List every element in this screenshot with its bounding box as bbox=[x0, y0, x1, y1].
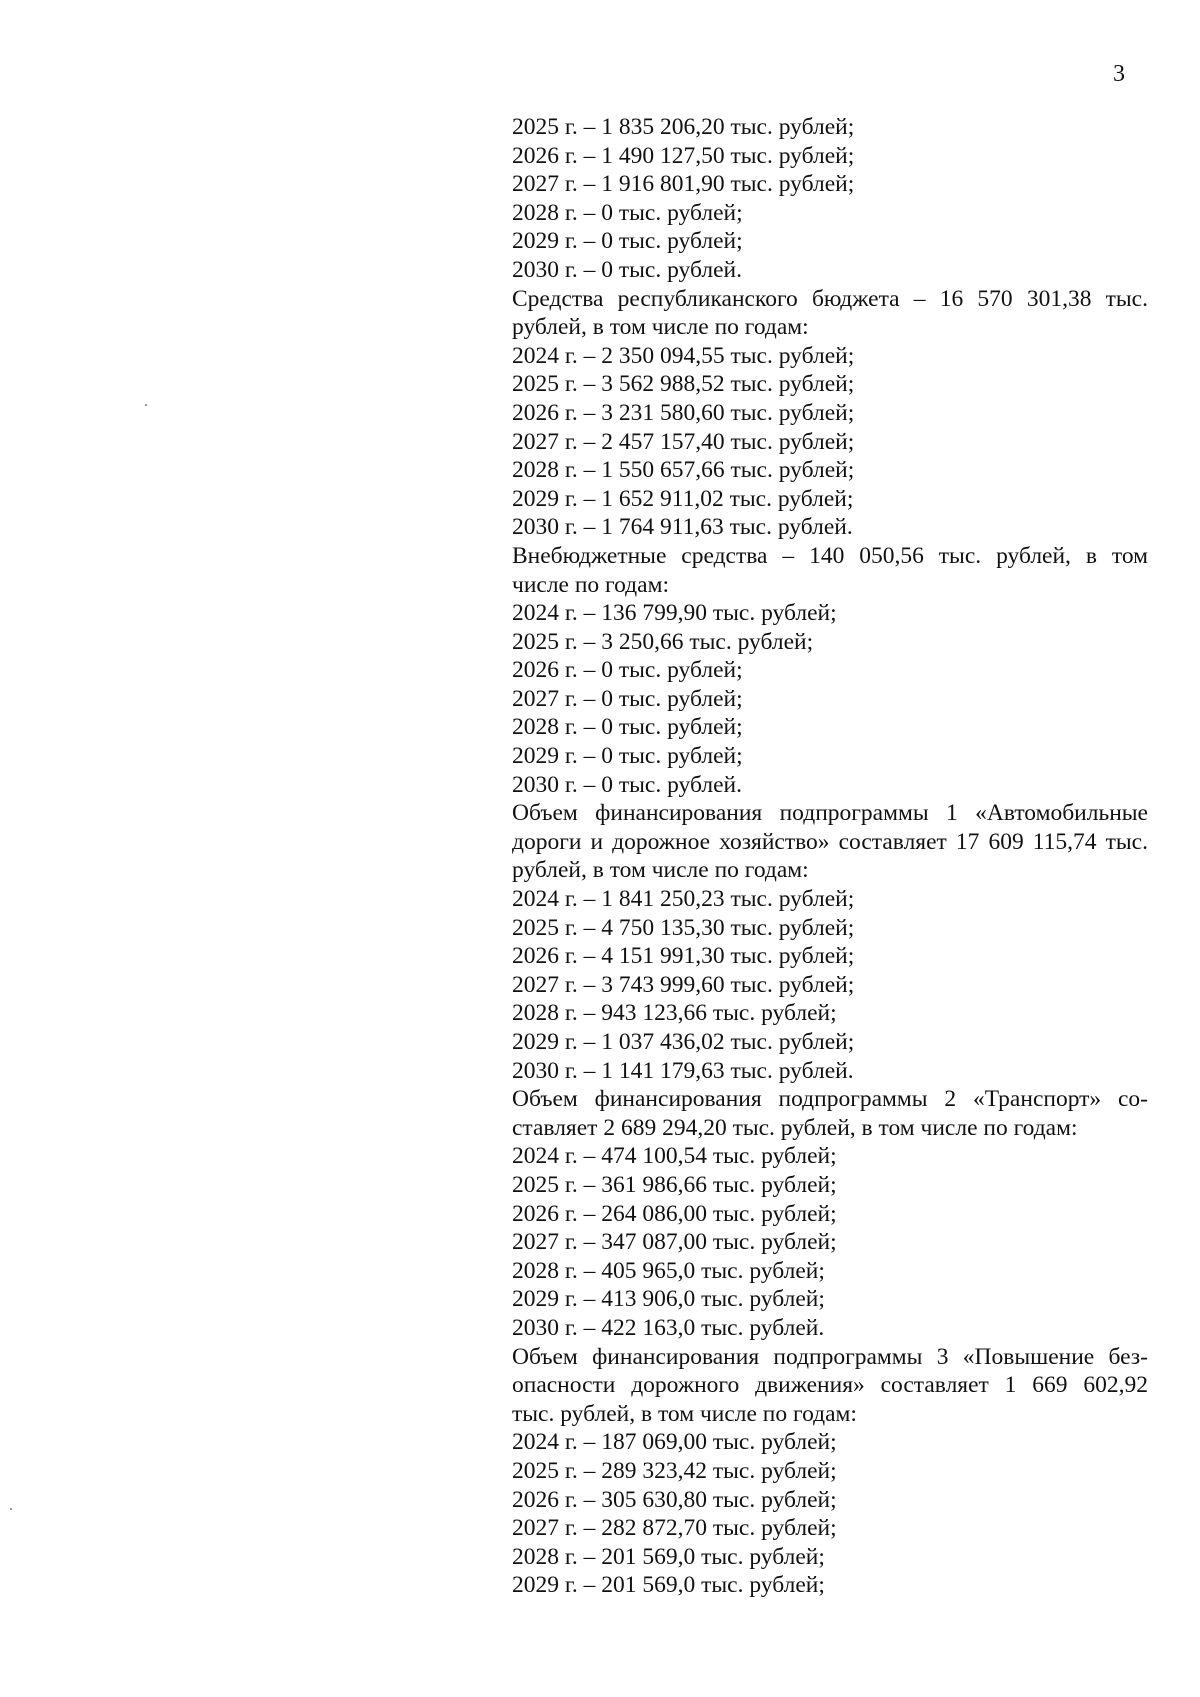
text-line: 2024 г. – 474 100,54 тыс. рублей; bbox=[512, 1143, 837, 1170]
text-line: 2027 г. – 2 457 157,40 тыс. рублей; bbox=[512, 428, 855, 455]
text-line: 2028 г. – 201 569,0 тыс. рублей; bbox=[512, 1543, 825, 1570]
text-line: 2025 г. – 4 750 135,30 тыс. рублей; bbox=[512, 914, 855, 941]
document-body bbox=[512, 113, 1148, 1600]
text-line: 2025 г. – 3 562 988,52 тыс. рублей; bbox=[512, 371, 855, 398]
text-line: 2025 г. – 3 250,66 тыс. рублей; bbox=[512, 628, 814, 655]
text-line: 2026 г. – 1 490 127,50 тыс. рублей; bbox=[512, 142, 855, 169]
text-line: 2028 г. – 0 тыс. рублей; bbox=[512, 714, 743, 741]
text-line: 2028 г. – 1 550 657,66 тыс. рублей; bbox=[512, 457, 855, 484]
text-line: 2024 г. – 1 841 250,23 тыс. рублей; bbox=[512, 886, 855, 913]
paragraph-line: Объем финансирования подпрограммы 3 «Повышение без- bbox=[512, 1343, 1148, 1370]
text-line: 2030 г. – 0 тыс. рублей. bbox=[512, 256, 742, 283]
text-line: 2027 г. – 347 087,00 тыс. рублей; bbox=[512, 1229, 837, 1256]
text-line: 2025 г. – 289 323,42 тыс. рублей; bbox=[512, 1457, 837, 1484]
text-line: 2025 г. – 1 835 206,20 тыс. рублей; bbox=[512, 114, 855, 140]
scan-speck bbox=[145, 404, 147, 406]
paragraph-line: ставляет 2 689 294,20 тыс. рублей, в том числе по годам: bbox=[512, 1114, 1078, 1141]
text-line: 2027 г. – 0 тыс. рублей; bbox=[512, 685, 743, 712]
text-line: 2030 г. – 1 764 911,63 тыс. рублей. bbox=[512, 514, 853, 541]
paragraph-line: дороги и дорожное хозяйство» составляет 17 609 115,74 тыс. bbox=[512, 828, 1148, 855]
paragraph bbox=[512, 1343, 1148, 1429]
paragraph-line: рублей, в том числе по годам: bbox=[512, 857, 809, 884]
paragraph-line: Объем финансирования подпрограммы 1 «Автомобильные bbox=[512, 800, 1148, 827]
text-line: 2027 г. – 3 743 999,60 тыс. рублей; bbox=[512, 971, 855, 998]
text-line: 2029 г. – 201 569,0 тыс. рублей; bbox=[512, 1572, 825, 1599]
text-line: 2030 г. – 1 141 179,63 тыс. рублей. bbox=[512, 1057, 854, 1084]
paragraph bbox=[512, 1085, 1148, 1142]
paragraph-line: тыс. рублей, в том числе по годам: bbox=[512, 1400, 857, 1427]
text-line: 2026 г. – 4 151 991,30 тыс. рублей; bbox=[512, 943, 855, 970]
text-line: 2026 г. – 264 086,00 тыс. рублей; bbox=[512, 1200, 837, 1227]
text-line: 2029 г. – 0 тыс. рублей; bbox=[512, 743, 743, 770]
text-line: 2029 г. – 1 652 911,02 тыс. рублей; bbox=[512, 485, 854, 512]
text-line: 2028 г. – 0 тыс. рублей; bbox=[512, 199, 743, 226]
paragraph-line: Внебюджетные средства – 140 050,56 тыс. рублей, в том bbox=[512, 542, 1148, 569]
text-line: 2025 г. – 361 986,66 тыс. рублей; bbox=[512, 1171, 837, 1198]
text-line: 2029 г. – 1 037 436,02 тыс. рублей; bbox=[512, 1029, 855, 1055]
page-number: 3 bbox=[1113, 61, 1125, 87]
text-line: 2030 г. – 422 163,0 тыс. рублей. bbox=[512, 1314, 825, 1341]
paragraph-line: числе по годам: bbox=[512, 571, 669, 598]
text-line: 2026 г. – 305 630,80 тыс. рублей; bbox=[512, 1486, 837, 1513]
paragraph-line: Объем финансирования подпрограммы 2 «Транспорт» со- bbox=[512, 1086, 1148, 1113]
paragraph bbox=[512, 799, 1148, 885]
paragraph bbox=[512, 285, 1148, 342]
text-line: 2028 г. – 943 123,66 тыс. рублей; bbox=[512, 1000, 837, 1027]
text-line: 2024 г. – 187 069,00 тыс. рублей; bbox=[512, 1429, 837, 1456]
text-line: 2029 г. – 413 906,0 тыс. рублей; bbox=[512, 1286, 825, 1313]
text-line: 2027 г. – 282 872,70 тыс. рублей; bbox=[512, 1515, 837, 1542]
text-line: 2026 г. – 0 тыс. рублей; bbox=[512, 657, 743, 684]
scan-speck bbox=[10, 1508, 12, 1510]
paragraph-line: рублей, в том числе по годам: bbox=[512, 314, 809, 341]
text-line: 2024 г. – 136 799,90 тыс. рублей; bbox=[512, 600, 837, 627]
text-line: 2030 г. – 0 тыс. рублей. bbox=[512, 771, 742, 798]
paragraph bbox=[512, 542, 1148, 599]
text-line: 2029 г. – 0 тыс. рублей; bbox=[512, 228, 743, 255]
paragraph-line: опасности дорожного движения» составляет 1 669 602,92 bbox=[512, 1372, 1148, 1399]
text-line: 2026 г. – 3 231 580,60 тыс. рублей; bbox=[512, 399, 855, 426]
text-line: 2027 г. – 1 916 801,90 тыс. рублей; bbox=[512, 171, 855, 198]
paragraph-line: Средства республиканского бюджета – 16 570 301,38 тыс. bbox=[512, 285, 1148, 312]
text-line: 2024 г. – 2 350 094,55 тыс. рублей; bbox=[512, 342, 855, 369]
text-line: 2028 г. – 405 965,0 тыс. рублей; bbox=[512, 1257, 825, 1284]
